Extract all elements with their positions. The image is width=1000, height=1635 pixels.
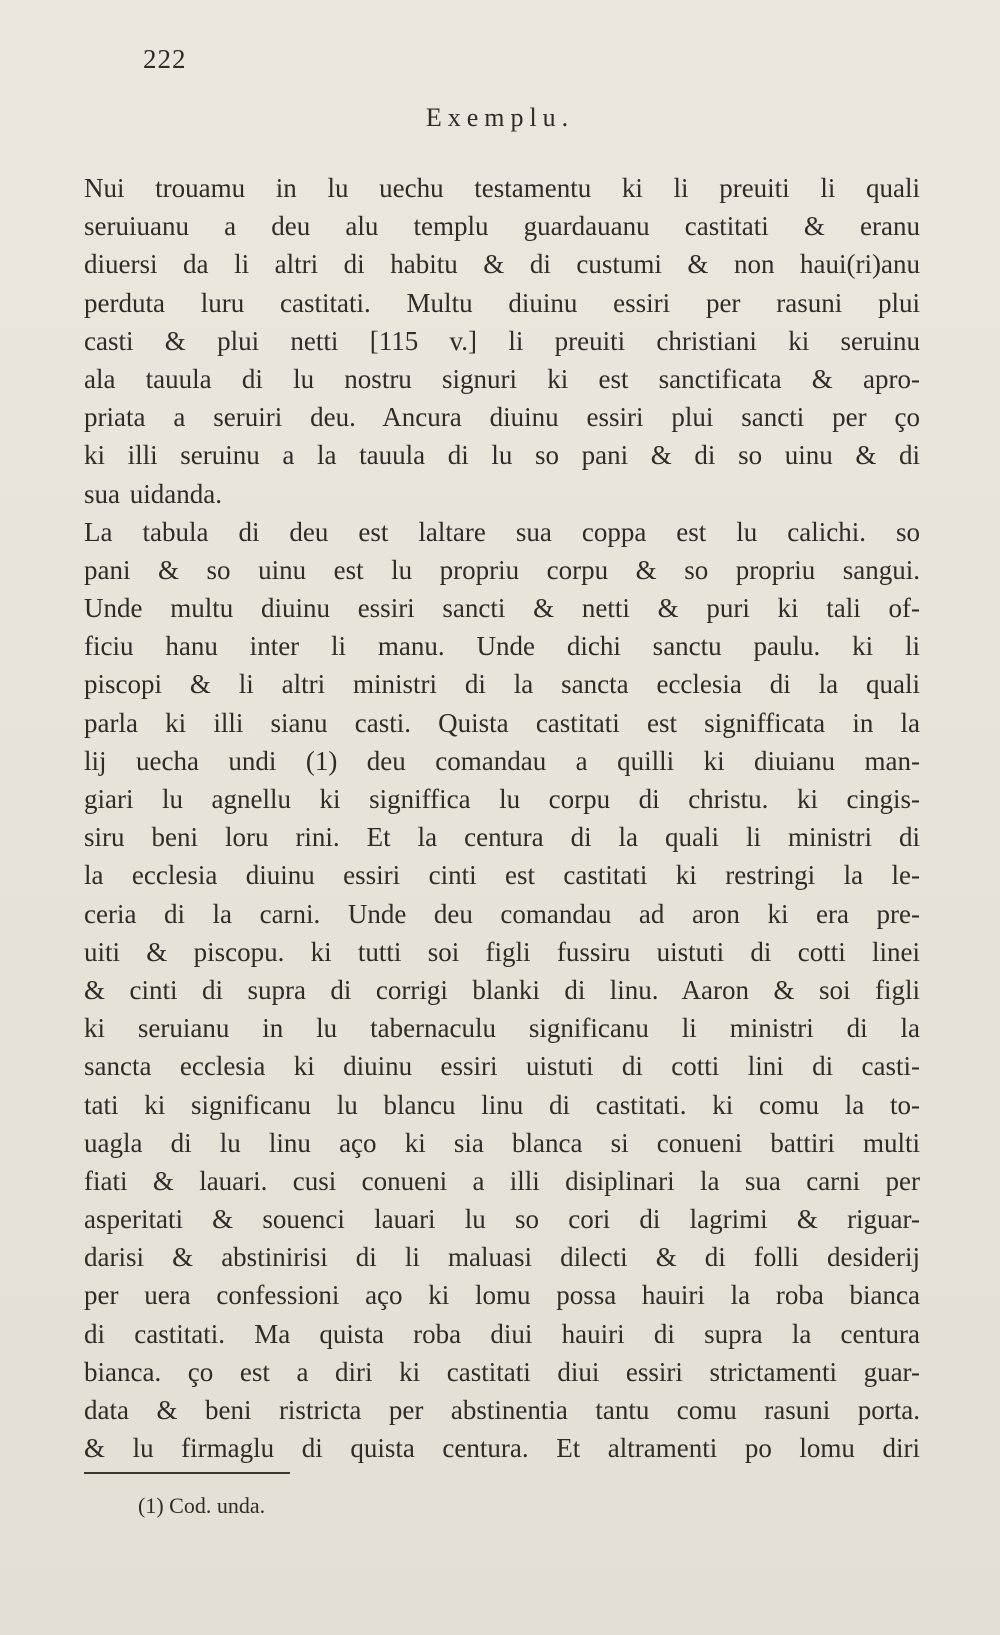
text-line: ficiu hanu inter li manu. Unde dichi sanctu paulu. ki li: [84, 631, 920, 662]
text-line: data & beni ristricta per abstinentia tantu comu rasuni porta.: [84, 1395, 920, 1425]
body-text: [84, 169, 920, 1467]
text-line: & cinti di supra di corrigi blanki di linu. Aaron & soi figli: [84, 974, 920, 1005]
text-line: ceria di la carni. Unde deu comandau ad aron ki era pre-: [84, 898, 920, 929]
text-line: di castitati. Ma quista roba diui hauiri di supra la centura: [84, 1318, 920, 1349]
text-line: casti & plui netti [115 v.] li preuiti christiani ki seruinu: [84, 325, 920, 356]
section-heading: Exemplu.: [425, 103, 575, 132]
text-line: ki illi seruinu a la tauula di lu so pani & di so uinu & di: [84, 440, 920, 471]
text-line: Nui trouamu in lu uechu testamentu ki li preuiti li quali: [84, 173, 920, 203]
footnote: (1) Cod. unda.: [138, 1493, 266, 1518]
text-line: la ecclesia diuinu essiri cinti est castitati ki restringi la le-: [84, 860, 920, 891]
page-number: 222: [143, 44, 187, 74]
text-line: ala tauula di lu nostru signuri ki est sanctificata & apro-: [84, 363, 920, 394]
text-line: sua uidanda.: [84, 478, 222, 509]
text-line: & lu firmaglu di quista centura. Et altramenti po lomu diri: [84, 1433, 920, 1464]
footnote-divider: [84, 1472, 290, 1474]
text-line: diuersi da li altri di habitu & di custumi & non haui(ri)anu: [84, 249, 920, 280]
text-line: darisi & abstinirisi di li maluasi dilecti & di folli desiderij: [84, 1242, 920, 1273]
text-line: pani & so uinu est lu propriu corpu & so propriu sangui.: [84, 554, 920, 585]
text-line: Unde multu diuinu essiri sancti & netti & puri ki tali of-: [84, 593, 920, 624]
text-line: parla ki illi sianu casti. Quista castitati est signifficata in la: [84, 707, 920, 738]
text-line: uagla di lu linu aço ki sia blanca si conueni battiri multi: [84, 1127, 920, 1158]
text-line: giari lu agnellu ki signiffica lu corpu di christu. ki cingis-: [84, 784, 920, 814]
text-line: piscopi & li altri ministri di la sancta ecclesia di la quali: [84, 669, 920, 700]
text-line: uiti & piscopu. ki tutti soi figli fussiru uistuti di cotti linei: [84, 936, 920, 967]
text-line: seruiuanu a deu alu templu guardauanu castitati & eranu: [84, 211, 920, 242]
text-line: tati ki significanu lu blancu linu di castitati. ki comu la to-: [84, 1089, 920, 1120]
text-line: fiati & lauari. cusi conueni a illi disiplinari la sua carni per: [84, 1165, 920, 1196]
text-line: per uera confessioni aço ki lomu possa hauiri la roba bianca: [84, 1280, 920, 1311]
text-line: siru beni loru rini. Et la centura di la quali li ministri di: [84, 822, 920, 853]
text-line: asperitati & souenci lauari lu so cori di lagrimi & riguar-: [84, 1204, 920, 1235]
text-line: priata a seruiri deu. Ancura diuinu essiri plui sancti per ço: [84, 402, 920, 433]
text-line: La tabula di deu est laltare sua coppa est lu calichi. so: [84, 516, 920, 547]
text-line: bianca. ço est a diri ki castitati diui essiri strictamenti guar-: [84, 1356, 920, 1387]
text-line: sancta ecclesia ki diuinu essiri uistuti di cotti lini di casti-: [84, 1051, 920, 1082]
text-line: lij uecha undi (1) deu comandau a quilli ki diuianu man-: [84, 745, 920, 776]
text-line: ki seruianu in lu tabernaculu significanu li ministri di la: [84, 1013, 920, 1044]
text-line: perduta luru castitati. Multu diuinu essiri per rasuni plui: [84, 287, 920, 318]
